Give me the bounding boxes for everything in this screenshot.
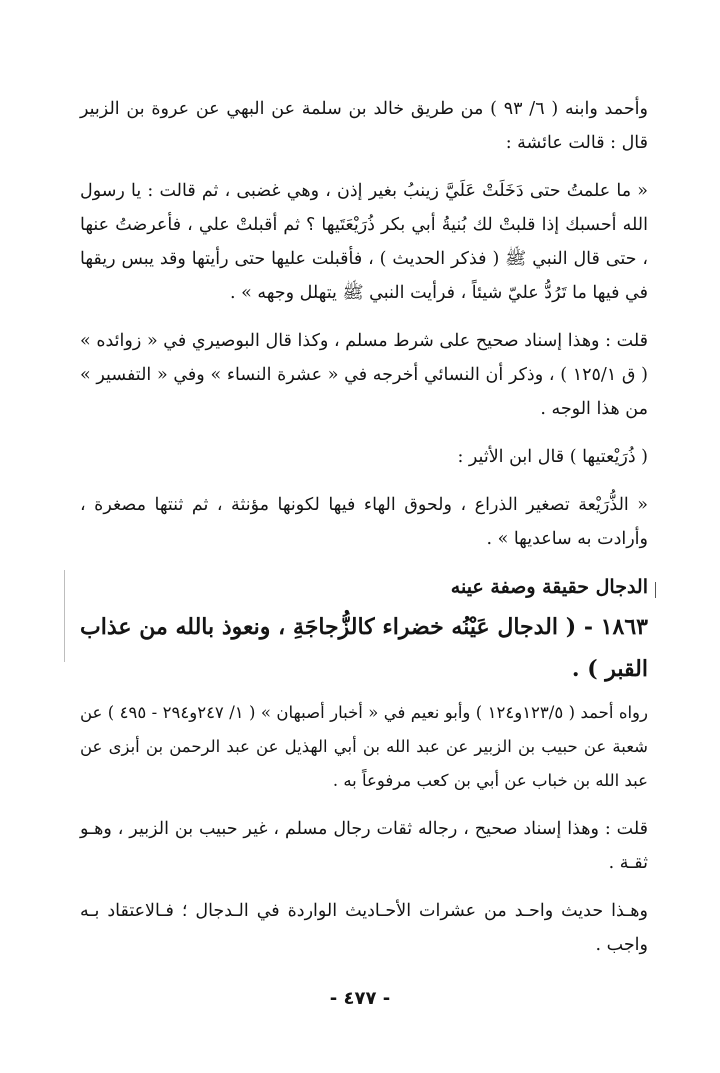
margin-tick	[655, 582, 656, 598]
paragraph-narration: رواه أحمد ( ١٢٣/٥و١٢٤ ) وأبو نعيم في « أخبار أصبهان » ( ١/ ٢٤٧و٢٩٤ - ٤٩٥ ) عن شعبة عن حبيب بن الزبير عن عبد الله بن أبي الهذيل عن عبد الرحمن بن أبزى عن عبد الله بن خباب عن أبي بن كعب مرفوعاً به .	[80, 703, 648, 790]
paragraph-grading: قلت : وهذا إسناد صحيح ، رجاله ثقات رجال مسلم ، غير حبيب بن الزبير ، وهـو ثقـة .	[80, 819, 648, 873]
hadith-title: ١٨٦٣ - ( الدجال عَيْنُه خضراء كالزُّجاجَةِ ، ونعوذ بالله من عذاب القبر ) .	[80, 614, 648, 682]
paragraph-word-note: ( ذُرَيْعتيها ) قال ابن الأثير :	[457, 447, 648, 467]
section-heading	[80, 570, 648, 604]
paragraph-conclusion: وهـذا حديث واحـد من عشرات الأحـاديث الواردة في الـدجال ؛ فـالاعتقاد بـه واجب .	[80, 901, 648, 955]
paragraph-hadith-text: « ما علمتُ حتى دَخَلَتْ عَلَيَّ زينبُ بغير إذن ، وهي غضبى ، ثم قالت : يا رسول الله أحسبك إذا قلبتْ لك بُنيةُ أبي بكر ذُرَيْعَتَيها ؟ ثم أقبلتْ علي ، فأعرضتُ عنها ، حتى قال النبي ﷺ ( فذكر الحديث ) ، فأقبلت عليها حتى رأيتها وقد يبس ريقها في فيها ما تَرُدُّ عليّ شيئاً ، فرأيت النبي ﷺ يتهلل وجهه » .	[80, 181, 648, 303]
page-number: - ٤٧٧ -	[329, 988, 391, 1009]
paragraph-citation: وأحمد وابنه ( ٦/ ٩٣ ) من طريق خالد بن سلمة عن البهي عن عروة بن الزبير قال : قالت عائشة :	[80, 99, 648, 153]
section-heading-text: الدجال حقيقة وصفة عينه	[450, 576, 648, 598]
margin-line	[64, 570, 65, 662]
paragraph-definition: « الذُّرَيْعة تصغير الذراع ، ولحوق الهاء فيها لكونها مؤنثة ، ثم ثنتها مصغرة ، وأرادت به ساعديها » .	[80, 495, 648, 549]
paragraph-commentary: قلت : وهذا إسناد صحيح على شرط مسلم ، وكذا قال البوصيري في « زوائده » ( ق ١٢٥/١ ) ، وذكر أن النسائي أخرجه في « عشرة النساء » وفي « التفسير » من هذا الوجه .	[80, 331, 648, 419]
